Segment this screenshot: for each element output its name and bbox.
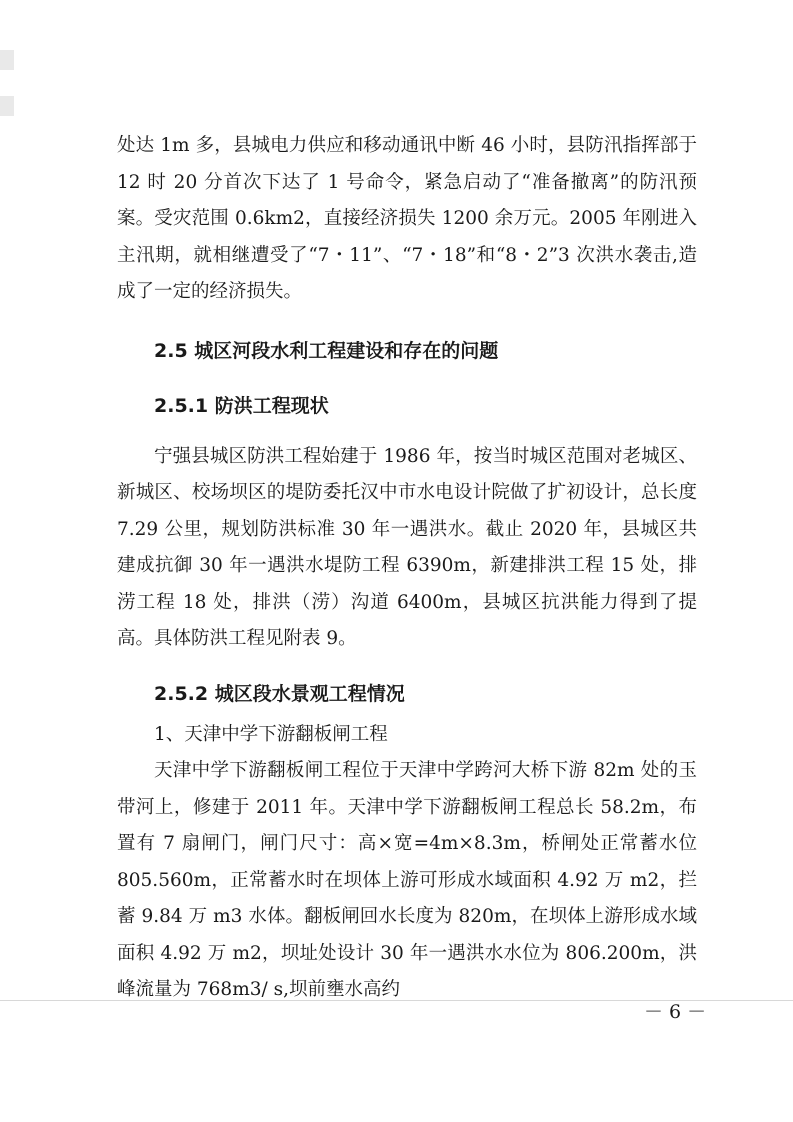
scan-edge-mark <box>0 50 14 70</box>
intro-paragraph: 处达 1m 多，县城电力供应和移动通讯中断 46 小时，县防汛指挥部于 12 时 20 分首次下达了 1 号命令，紧急启动了“准备撤离”的防汛预案。受灾范围 0.6km2，直接经济损失 1200 余万元。2005 年刚进入主汛期，就相继遭受了“7・11”、“7・18”和“8・2”3 次洪水袭击,造成了一定的经济损失。 <box>117 135 697 302</box>
section-2-5-heading: 2.5 城区河段水利工程建设和存在的问题 <box>154 339 499 362</box>
page-body <box>117 128 697 1009</box>
section-2-5-1-heading: 2.5.1 防洪工程现状 <box>154 394 329 417</box>
section-2-5-2-heading: 2.5.2 城区段水景观工程情况 <box>154 682 405 705</box>
scan-edge-mark <box>0 96 14 116</box>
flood-control-paragraph: 宁强县城区防洪工程始建于 1986 年，按当时城区范围对老城区、新城区、校场坝区的堤防委托汉中市水电设计院做了扩初设计，总长度 7.29 公里，规划防洪标准 30 年一遇洪水。截止 2020 年，县城区共建成抗御 30 年一遇洪水堤防工程 6390m，新建排洪工程 15 处，排涝工程 18 处，排洪（涝）沟道 6400m，县城区抗洪能力得到了提高。具体防洪工程见附表 9。 <box>117 445 697 649</box>
item-1-paragraph: 天津中学下游翻板闸工程位于天津中学跨河大桥下游 82m 处的玉带河上，修建于 2011 年。天津中学下游翻板闸工程总长 58.2m，布置有 7 扇闸门，闸门尺寸：高×宽=4m×8.3m，桥闸处正常蓄水位 805.560m，正常蓄水时在坝体上游可形成水域面积 4.92 万 m2，拦蓄 9.84 万 m3 水体。翻板闸回水长度为 820m，在坝体上游形成水域面积 4.92 万 m2，坝址处设计 30 年一遇洪水水位为 806.200m，洪峰流量为 768m3/ s,坝前壅水高约 <box>117 760 697 1000</box>
item-1-title: 1、天津中学下游翻板闸工程 <box>154 723 388 745</box>
page-number: － 6 － <box>644 1001 707 1023</box>
